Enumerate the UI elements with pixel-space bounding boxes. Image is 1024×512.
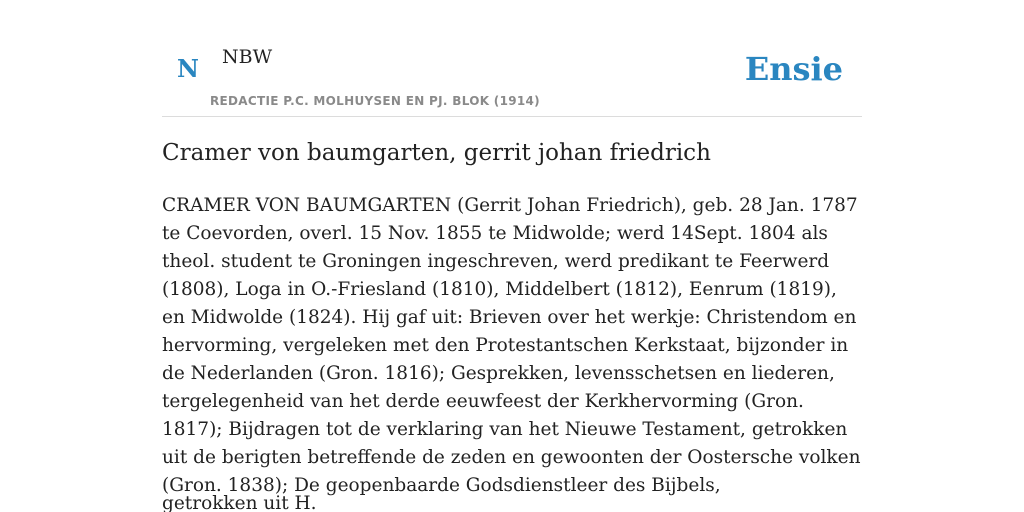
- source-subtitle: REDACTIE P.C. MOLHUYSEN EN PJ. BLOK (1914): [210, 94, 540, 108]
- site-header: [162, 40, 862, 117]
- article-paragraph: CRAMER VON BAUMGARTEN (Gerrit Johan Friedrich), geb. 28 Jan. 1787 te Coevorden, overl. 15 Nov. 1855 te Midwolde; werd 14Sept. 1804 als theol. student te Groningen ingeschreven, werd predikant te Feerwerd (1808), Loga in O.-Friesland (1810), Middelbert (1812), Eenrum (1819), en Midwolde (1824). Hij gaf uit: Brieven over het werkje: Christendom en hervorming, vergeleken met den Protestantschen Kerkstaat, bijzonder in de Nederlanden (Gron. 1816); Gesprekken, levensschetsen en liederen, tergelegenheid van het derde eeuwfeest der Kerkhervorming (Gron. 1817); Bijdragen tot de verklaring van het Nieuwe Testament, getrokken uit de berigten betreffende de zeden en gewoonten der Oostersche volken (Gron. 1838); De geopenbaarde Godsdienstleer des Bijbels,: [162, 195, 861, 496]
- source-logo[interactable]: N: [177, 54, 199, 83]
- article-title: Cramer von baumgarten, gerrit johan friedrich: [162, 140, 711, 166]
- article-paragraph-continued: getrokken uit H.: [162, 493, 317, 512]
- brand-logo[interactable]: Ensie: [744, 50, 843, 88]
- source-name[interactable]: NBW: [222, 46, 273, 68]
